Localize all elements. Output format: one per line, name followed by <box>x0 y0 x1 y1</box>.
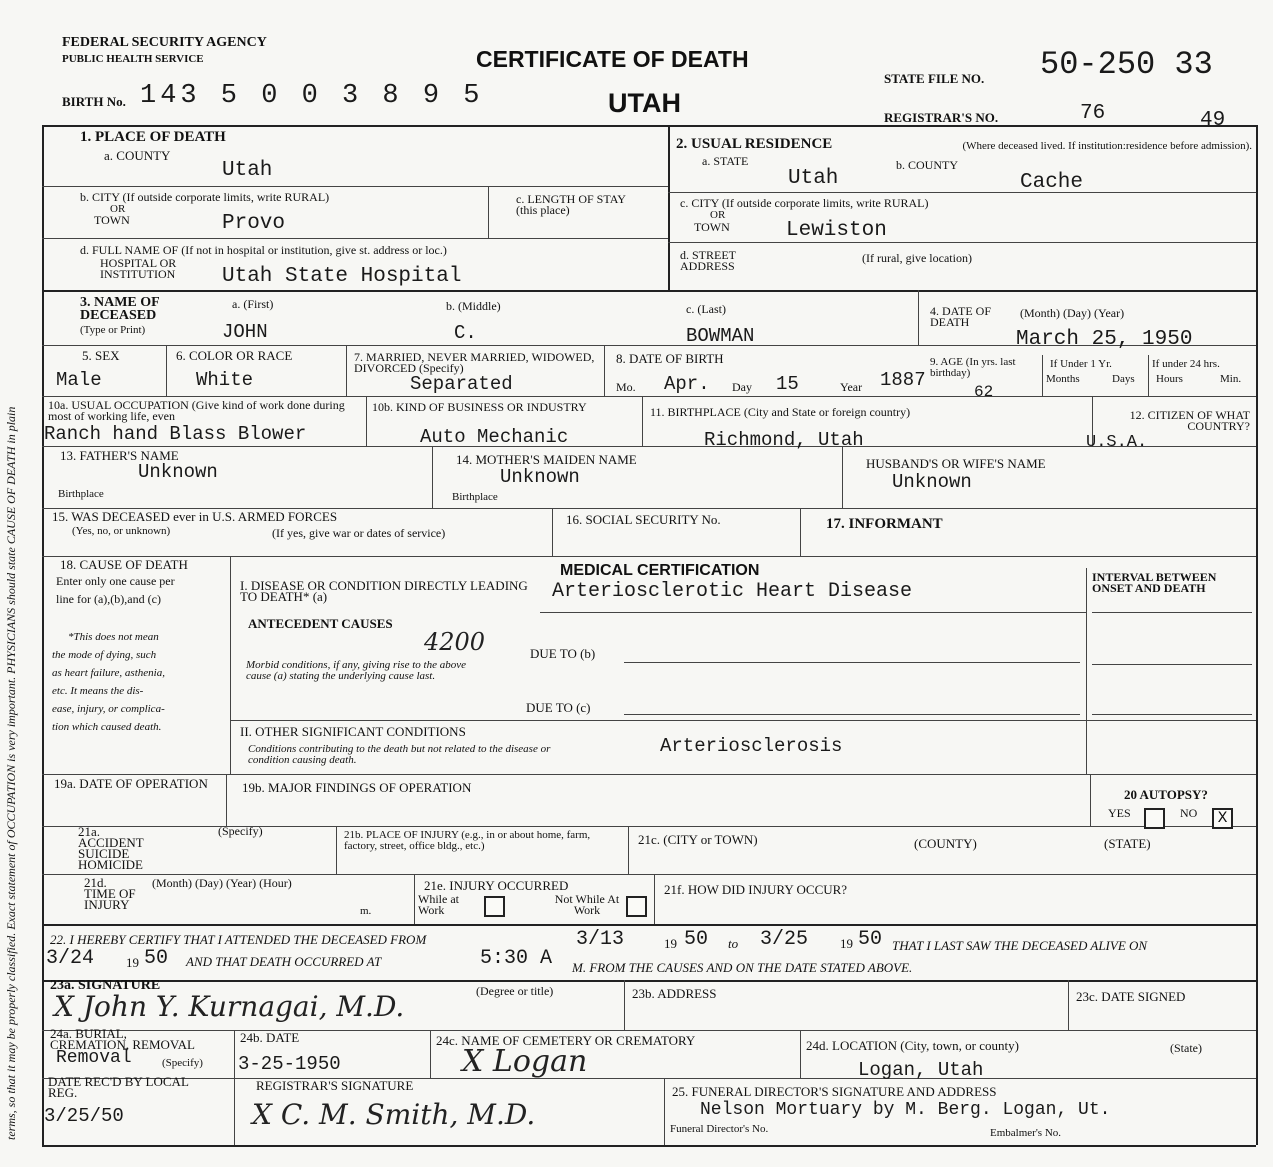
divider-v <box>226 774 227 826</box>
divider-v <box>234 1030 235 1145</box>
residence-label: 2. USUAL RESIDENCE <box>676 136 833 152</box>
certify-to-date: 3/25 <box>760 928 809 951</box>
divider-v <box>336 826 337 874</box>
while-at-work-label: While at Work <box>418 892 459 917</box>
last-seen-year: 50 <box>144 947 169 970</box>
citizen-label: 12. CITIZEN OF WHAT COUNTRY? <box>1129 408 1250 433</box>
father-birthplace-label: Birthplace <box>58 488 104 500</box>
armed-label: 15. WAS DECEASED ever in U.S. ARMED FORCES <box>52 509 338 524</box>
divider-v <box>488 186 489 238</box>
divider-v <box>1090 774 1091 826</box>
cause-label: 18. CAUSE OF DEATH <box>60 557 188 572</box>
res-city-label: c. CITY (If outside corporate limits, write RURAL) <box>680 196 929 210</box>
funeral-label: 25. FUNERAL DIRECTOR'S SIGNATURE AND ADDRESS <box>672 1084 997 1099</box>
res-street-note: (If rural, give location) <box>862 251 972 265</box>
injury-state-label: (STATE) <box>1104 836 1151 851</box>
morbid-note: Morbid conditions, if any, giving rise to the above cause (a) stating the underlying cause last. <box>246 659 466 682</box>
due-b-label: DUE TO (b) <box>530 646 596 661</box>
divider-h <box>668 242 1256 243</box>
state-file-value: 50-250 33 <box>1040 46 1213 83</box>
form-top-border <box>42 125 1256 127</box>
certify-text-1: 22. I HEREBY CERTIFY THAT I ATTENDED THE DECEASED FROM <box>50 932 427 947</box>
under24-label: If under 24 hrs. <box>1152 358 1220 370</box>
date-of-death-label: 4. DATE OF DEATH <box>930 304 992 329</box>
divider-h <box>42 396 1256 397</box>
injury-time-m: m. <box>360 905 372 917</box>
dob-label: 8. DATE OF BIRTH <box>616 351 724 366</box>
not-while-work-checkbox[interactable] <box>626 896 647 917</box>
funeral-no-label: Funeral Director's No. <box>670 1123 769 1135</box>
injury-county-label: (COUNTY) <box>914 836 977 851</box>
cemetery-name: X Logan <box>462 1044 588 1079</box>
divider-v <box>800 508 801 556</box>
divider-h <box>1092 612 1252 613</box>
other-label: II. OTHER SIGNIFICANT CONDITIONS <box>240 724 466 739</box>
color: White <box>196 369 254 391</box>
cause-note-5: ease, injury, or complica- <box>52 703 165 715</box>
disease-code: 4200 <box>424 628 486 656</box>
injury-type-label: 21a. ACCIDENT SUICIDE HOMICIDE <box>78 824 144 872</box>
county-label: a. COUNTY <box>104 148 171 163</box>
signature-degree-label: (Degree or title) <box>476 984 554 998</box>
min-label: Min. <box>1220 373 1242 385</box>
form-right-border <box>1256 125 1258 1145</box>
divider-v <box>668 125 670 290</box>
operation-findings-label: 19b. MAJOR FINDINGS OF OPERATION <box>242 780 472 795</box>
registrar-value: 76 <box>1080 102 1106 125</box>
cause-note-1: *This does not mean <box>68 631 159 643</box>
informant-label: 17. INFORMANT <box>826 516 943 532</box>
middle-name: C. <box>454 322 477 344</box>
res-city: Lewiston <box>786 219 887 242</box>
date-of-death: March 25, 1950 <box>1016 328 1193 351</box>
divider-v <box>1068 980 1069 1030</box>
injury-city-label: 21c. (CITY or TOWN) <box>638 832 758 847</box>
certificate-title: CERTIFICATE OF DEATH <box>476 46 749 72</box>
res-city-or: OR <box>710 209 726 221</box>
last-name: BOWMAN <box>686 325 755 347</box>
days-label: Days <box>1112 373 1135 385</box>
divider-h <box>42 774 1256 775</box>
form-bottom-border <box>42 1145 1256 1147</box>
divider-v <box>918 290 919 345</box>
color-label: 6. COLOR OR RACE <box>176 348 293 363</box>
divider-v <box>346 345 347 396</box>
stay-label: c. LENGTH OF STAY (this place) <box>516 192 626 217</box>
divider-v <box>432 446 433 508</box>
divider-h <box>42 446 1256 447</box>
divider-v <box>166 345 167 396</box>
divider-h <box>42 556 1256 557</box>
certify-text-3: AND THAT DEATH OCCURRED AT <box>186 954 382 969</box>
first-name-label: a. (First) <box>232 297 274 311</box>
sidebar-text: terms, so that it may be properly classified. Exact statement of OCCUPATION is very important. PHYSICIANS should state CAUSE OF DEATH in plain <box>4 406 18 1140</box>
injury-time-parts: (Month) (Day) (Year) (Hour) <box>152 876 292 890</box>
autopsy-no-label: NO <box>1180 806 1198 820</box>
hospital-label: d. FULL NAME OF (If not in hospital or institution, give st. address or loc.) <box>80 243 447 257</box>
father-label: 13. FATHER'S NAME <box>60 448 179 463</box>
cause-note-4: etc. It means the dis- <box>52 685 144 697</box>
divider-h <box>42 874 1256 875</box>
under1-label: If Under 1 Yr. <box>1050 358 1112 370</box>
divider-v <box>800 1030 801 1078</box>
armed-note-2: (If yes, give war or dates of service) <box>272 526 446 540</box>
divider-v <box>1148 355 1149 396</box>
certify-to: to <box>728 936 739 951</box>
residence-note: (Where deceased lived. If institution:residence before admission). <box>962 140 1252 152</box>
cause-instr-2: line for (a),(b),and (c) <box>56 592 161 606</box>
divider-v <box>430 1030 431 1078</box>
service-name: PUBLIC HEALTH SERVICE <box>62 53 204 65</box>
divider-v <box>654 874 655 924</box>
cemetery-label: 24c. NAME OF CEMETERY OR CREMATORY <box>436 1033 696 1048</box>
signature-address-label: 23b. ADDRESS <box>632 986 717 1001</box>
injury-place-label: 21b. PLACE OF INJURY (e.g., in or about home, farm, factory, street, office bldg., etc.) <box>344 829 591 852</box>
injury-occurred-label: 21e. INJURY OCCURRED <box>424 878 569 893</box>
name-label-note: (Type or Print) <box>80 324 146 336</box>
certify-to-year: 50 <box>858 928 883 951</box>
registrar-label: REGISTRAR'S NO. <box>884 110 999 125</box>
divider-h <box>1092 714 1252 715</box>
divider-h <box>230 720 1256 721</box>
divider-h <box>624 662 1080 663</box>
divider-h <box>668 192 1256 193</box>
date-parts-label: (Month) (Day) (Year) <box>1020 306 1125 320</box>
operation-date-label: 19a. DATE OF OPERATION <box>54 776 208 791</box>
city-town: TOWN <box>94 213 130 227</box>
mother-birthplace-label: Birthplace <box>452 491 498 503</box>
divider-v <box>366 396 367 446</box>
autopsy-no-checkbox[interactable] <box>1212 808 1233 829</box>
certify-from-19: 19 <box>664 936 677 951</box>
res-county: Cache <box>1020 171 1084 194</box>
injury-how-label: 21f. HOW DID INJURY OCCUR? <box>664 882 848 897</box>
res-state: Utah <box>788 167 839 190</box>
disease-label: I. DISEASE OR CONDITION DIRECTLY LEADING TO DEATH* (a) <box>240 578 528 604</box>
burial-type: Removal <box>56 1048 132 1068</box>
form-left-border <box>42 125 44 1145</box>
age-label: 9. AGE (In yrs. last birthday) <box>930 356 1016 379</box>
res-county-label: b. COUNTY <box>896 158 958 172</box>
embalmer-no-label: Embalmer's No. <box>990 1127 1062 1139</box>
last-name-label: c. (Last) <box>686 302 726 316</box>
divider-h <box>42 1078 1256 1079</box>
date-recd-label: DATE REC'D BY LOCAL REG. <box>48 1074 189 1100</box>
date-recd: 3/25/50 <box>44 1105 124 1127</box>
state-name: UTAH <box>608 88 681 118</box>
last-seen-date: 3/24 <box>46 947 95 970</box>
city-label: b. CITY (If outside corporate limits, write RURAL) <box>80 190 330 204</box>
birthplace: Richmond, Utah <box>704 429 864 451</box>
injury-time-label: 21d. TIME OF INJURY <box>84 875 136 912</box>
death-county: Utah <box>222 159 273 182</box>
death-city: Provo <box>222 212 286 235</box>
mother: Unknown <box>500 466 580 488</box>
burial-specify: (Specify) <box>162 1057 203 1069</box>
hospital-label-2: HOSPITAL OR INSTITUTION <box>100 256 177 281</box>
autopsy-label: 20 AUTOPSY? <box>1124 787 1208 802</box>
divider-h <box>42 1030 1256 1031</box>
divider-h <box>540 612 1086 613</box>
registrar-signature: X C. M. Smith, M.D. <box>252 1098 536 1131</box>
certify-text-4: M. FROM THE CAUSES AND ON THE DATE STATED ABOVE. <box>572 960 913 975</box>
divider-v <box>642 396 643 446</box>
divider-h <box>42 980 1256 982</box>
dob-mo-label: Mo. <box>616 380 636 394</box>
registrar-value-2: 49 <box>1200 109 1226 132</box>
divider-v <box>1042 355 1043 396</box>
business-label: 10b. KIND OF BUSINESS OR INDUSTRY <box>372 400 587 414</box>
certify-from-year: 50 <box>684 928 709 951</box>
antecedent-label: ANTECEDENT CAUSES <box>248 616 393 631</box>
signature-label: 23a. SIGNATURE <box>50 978 161 993</box>
autopsy-no-mark: X <box>1217 809 1228 827</box>
interval-label: INTERVAL BETWEEN ONSET AND DEATH <box>1092 570 1217 595</box>
funeral-director: Nelson Mortuary by M. Berg. Logan, Ut. <box>700 1100 1111 1120</box>
location-state-label: (State) <box>1170 1041 1202 1055</box>
divider-h <box>624 714 1080 715</box>
divider-v <box>842 446 843 508</box>
divider-v <box>414 874 415 924</box>
cause-note-6: tion which caused death. <box>52 721 162 733</box>
divider-h <box>42 238 668 239</box>
marital: Separated <box>410 373 513 395</box>
cause-note-3: as heart failure, asthenia, <box>52 667 165 679</box>
autopsy-yes-checkbox[interactable] <box>1144 808 1165 829</box>
res-city-town: TOWN <box>694 220 730 234</box>
autopsy-yes-label: YES <box>1108 806 1131 820</box>
business: Auto Mechanic <box>420 426 569 448</box>
hospital-name: Utah State Hospital <box>222 265 462 288</box>
divider-v <box>628 826 629 874</box>
due-c-label: DUE TO (c) <box>526 700 591 715</box>
sex-label: 5. SEX <box>82 348 120 363</box>
ss-label: 16. SOCIAL SECURITY No. <box>566 512 721 527</box>
divider-v <box>604 345 605 396</box>
certify-to-19: 19 <box>840 936 853 951</box>
dob-day-label: Day <box>732 380 752 394</box>
divider-v <box>230 556 231 774</box>
dob-month: Apr. <box>664 373 710 395</box>
age: 62 <box>974 383 994 401</box>
disease: Arteriosclerotic Heart Disease <box>552 580 913 603</box>
registrar-sig-label: REGISTRAR'S SIGNATURE <box>256 1078 414 1093</box>
certify-from: 3/13 <box>576 928 625 951</box>
burial-date-label: 24b. DATE <box>240 1030 300 1045</box>
name-label: 3. NAME OF DECEASED <box>80 295 160 323</box>
dob-day: 15 <box>776 373 799 395</box>
last-seen-19: 19 <box>126 955 139 970</box>
armed-note-1: (Yes, no, or unknown) <box>72 525 171 537</box>
divider-h <box>42 290 1256 292</box>
cause-instr-1: Enter only one cause per <box>56 574 175 588</box>
certify-text-2: THAT I LAST SAW THE DECEASED ALIVE ON <box>892 938 1148 953</box>
sidebar-instructions <box>4 140 20 1140</box>
mother-label: 14. MOTHER'S MAIDEN NAME <box>456 452 637 467</box>
occupation-label: 10a. USUAL OCCUPATION (Give kind of work done during most of working life, even <box>48 398 345 423</box>
divider-v <box>1086 568 1087 774</box>
divider-v <box>552 508 553 556</box>
burial-date: 3-25-1950 <box>238 1053 341 1075</box>
signature-date-label: 23c. DATE SIGNED <box>1076 989 1186 1004</box>
birth-no-value: 143 5 0 0 3 8 9 5 <box>140 81 484 111</box>
medical-title: MEDICAL CERTIFICATION <box>560 562 760 579</box>
hours-label: Hours <box>1156 373 1183 385</box>
spouse-label: HUSBAND'S OR WIFE'S NAME <box>866 456 1046 471</box>
sex: Male <box>56 369 102 391</box>
divider-v <box>624 980 625 1030</box>
not-while-work-label: Not While At Work <box>554 892 620 917</box>
physician-signature: X John Y. Kurnagai, M.D. <box>54 990 405 1023</box>
months-label: Months <box>1046 373 1080 385</box>
dob-year-label: Year <box>840 380 863 394</box>
divider-v <box>664 1078 665 1145</box>
first-name: JOHN <box>222 321 268 343</box>
spouse: Unknown <box>892 471 972 493</box>
location-label: 24d. LOCATION (City, town, or county) <box>806 1038 1019 1053</box>
other-conditions: Arteriosclerosis <box>660 735 843 757</box>
injury-specify: (Specify) <box>218 824 263 838</box>
while-at-work-checkbox[interactable] <box>484 896 505 917</box>
city-or: OR <box>110 203 126 215</box>
burial-location: Logan, Utah <box>858 1059 984 1081</box>
res-street-label: d. STREET ADDRESS <box>680 248 736 273</box>
death-time: 5:30 A <box>480 947 553 970</box>
other-note: Conditions contributing to the death but not related to the disease or condition causing death. <box>248 743 551 766</box>
birth-no-label: BIRTH No. <box>62 94 126 109</box>
divider-h <box>1092 664 1252 665</box>
cause-note-2: the mode of dying, such <box>52 649 157 661</box>
citizen: U.S.A. <box>1086 433 1148 452</box>
res-state-label: a. STATE <box>702 154 749 168</box>
dob-year: 1887 <box>880 369 926 391</box>
occupation: Ranch hand Blass Blower <box>44 423 307 445</box>
father: Unknown <box>138 461 218 483</box>
middle-name-label: b. (Middle) <box>446 299 501 313</box>
divider-h <box>42 924 1256 926</box>
birthplace-label: 11. BIRTHPLACE (City and State or foreign country) <box>650 405 911 419</box>
divider-h <box>42 186 668 187</box>
agency-name: FEDERAL SECURITY AGENCY <box>62 35 267 50</box>
state-file-label: STATE FILE NO. <box>884 71 985 86</box>
burial-label: 24a. BURIAL, CREMATION, REMOVAL <box>50 1026 195 1052</box>
marital-label: 7. MARRIED, NEVER MARRIED, WIDOWED, DIVORCED (Specify) <box>354 350 595 375</box>
place-of-death-label: 1. PLACE OF DEATH <box>80 129 226 145</box>
